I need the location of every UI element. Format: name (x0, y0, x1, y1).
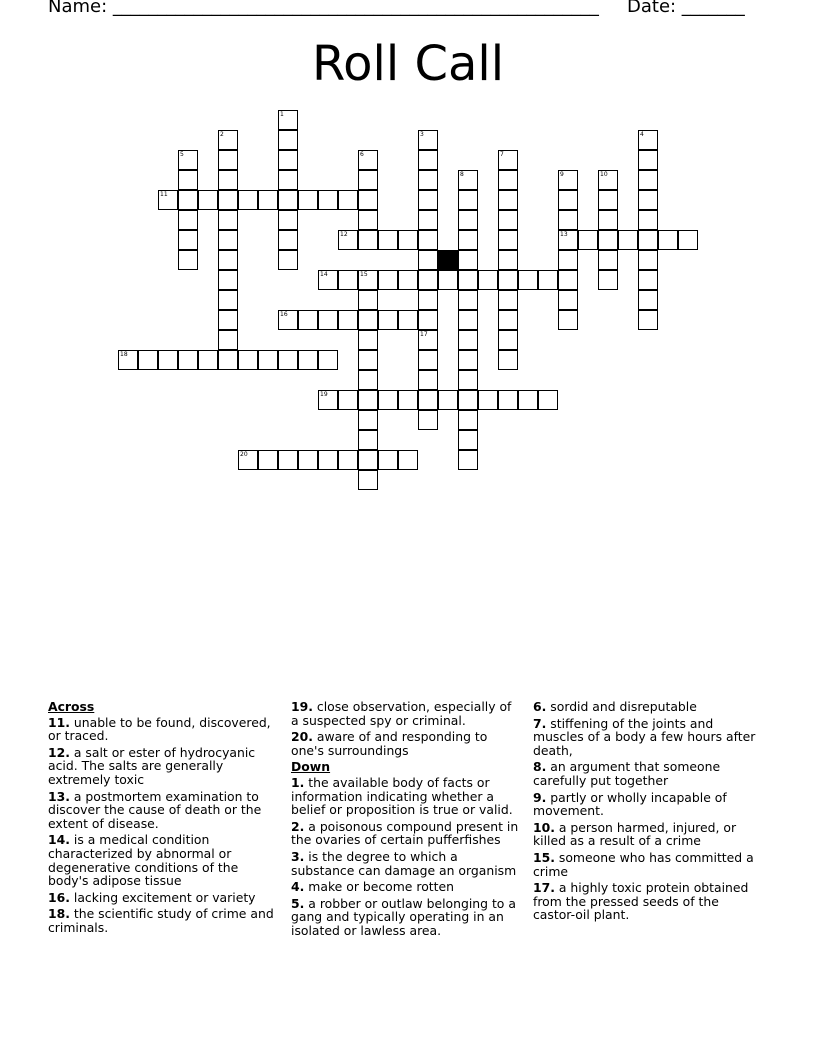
crossword-cell[interactable] (538, 390, 558, 410)
crossword-cell[interactable] (418, 170, 438, 190)
crossword-cell[interactable] (458, 370, 478, 390)
crossword-cell[interactable] (398, 390, 418, 410)
crossword-cell[interactable] (678, 230, 698, 250)
clue-section-heading: Down (291, 759, 331, 775)
crossword-cell[interactable] (358, 170, 378, 190)
crossword-cell[interactable] (458, 430, 478, 450)
clue-number-label: 5. (291, 895, 305, 911)
clue-number-label: 7. (533, 715, 547, 731)
clue-text: is the degree to which a substance can damage an organism (291, 848, 517, 878)
crossword-cell[interactable] (518, 270, 538, 290)
crossword-cell[interactable] (498, 390, 518, 410)
clue-number: 10 (600, 171, 608, 178)
crossword-cell[interactable] (498, 170, 518, 190)
crossword-cell[interactable] (218, 310, 238, 330)
clue-text: an argument that someone carefully put together (533, 759, 721, 788)
crossword-cell[interactable] (278, 350, 298, 370)
crossword-cell[interactable] (638, 250, 658, 270)
clue-text: lacking excitement or variety (69, 889, 256, 905)
clue-text: stiffening of the joints and muscles of a body a few hours after death, (533, 715, 756, 758)
clue-number: 1 (280, 111, 284, 118)
crossword-cell[interactable] (558, 310, 578, 330)
clue-number-label: 6. (533, 699, 547, 714)
clue-text: someone who has committed a crime (533, 849, 754, 879)
crossword-cell[interactable] (198, 190, 218, 210)
crossword-cell[interactable] (458, 190, 478, 210)
clue-number: 14 (320, 271, 328, 278)
crossword-cell[interactable] (278, 230, 298, 250)
clue-text: a poisonous compound present in the ovaries of certain pufferfishes (291, 818, 519, 848)
clue-column-1 (48, 700, 280, 938)
crossword-cell[interactable] (378, 450, 398, 470)
crossword-cell[interactable] (598, 270, 618, 290)
clue-number: 4 (640, 131, 644, 138)
crossword-cell[interactable] (538, 270, 558, 290)
clue-number: 3 (420, 131, 424, 138)
clue-number-label: 20. (291, 729, 313, 745)
clue-text: partly or wholly incapable of movement. (533, 789, 727, 819)
clue-number: 8 (460, 171, 464, 178)
date-field-label[interactable]: Date: _______ (627, 0, 745, 17)
crossword-cell[interactable] (398, 310, 418, 330)
crossword-cell[interactable] (418, 130, 438, 150)
clue-number: 5 (180, 151, 184, 158)
crossword-cell[interactable] (338, 270, 358, 290)
crossword-cell[interactable] (418, 370, 438, 390)
crossword-cell[interactable] (498, 250, 518, 270)
crossword-cell[interactable] (458, 350, 478, 370)
clue-number-label: 15. (533, 849, 555, 865)
crossword-cell[interactable] (218, 210, 238, 230)
clue-number-label: 17. (533, 880, 555, 896)
crossword-cell[interactable] (558, 250, 578, 270)
crossword-cell[interactable] (318, 310, 338, 330)
clue-text: the available body of facts or information indicating whether a belief or proposition is true or valid. (291, 774, 513, 818)
clue-number-label: 13. (48, 788, 70, 804)
page-title: Roll Call (311, 36, 505, 92)
crossword-cell[interactable] (498, 150, 518, 170)
crossword-cell[interactable] (558, 290, 578, 310)
crossword-cell[interactable] (218, 330, 238, 350)
clue-number-label: 18. (48, 906, 70, 922)
clue-item (533, 760, 761, 787)
crossword-cell[interactable] (358, 430, 378, 450)
crossword-cell[interactable] (418, 210, 438, 230)
clue-text: aware of and responding to one's surroundings (291, 729, 488, 758)
clue-number: 11 (160, 191, 168, 198)
crossword-cell[interactable] (598, 210, 618, 230)
crossword-cell[interactable] (458, 230, 478, 250)
crossword-cell[interactable] (478, 390, 498, 410)
crossword-cell[interactable] (478, 270, 498, 290)
clue-item (48, 716, 280, 743)
crossword-cell[interactable] (358, 150, 378, 170)
clue-number-label: 10. (533, 819, 555, 835)
name-field-label[interactable]: Name: ______________________________________________________ (48, 0, 599, 17)
crossword-cell[interactable] (278, 170, 298, 190)
crossword-cell[interactable] (218, 150, 238, 170)
clue-item (291, 776, 519, 817)
crossword-cell[interactable] (278, 250, 298, 270)
clue-text: a person harmed, injured, or killed as a result of a crime (533, 819, 737, 849)
crossword-cell[interactable] (158, 350, 178, 370)
clue-number-label: 11. (48, 714, 70, 730)
clue-number: 16 (280, 311, 288, 318)
clue-text: a robber or outlaw belonging to a gang and typically operating in an isolated or lawless area. (291, 895, 516, 938)
clue-number: 2 (220, 131, 224, 138)
clue-number: 19 (320, 391, 328, 398)
crossword-cell[interactable] (438, 270, 458, 290)
crossword-cell[interactable] (178, 250, 198, 270)
crossword-cell[interactable] (118, 350, 138, 370)
crossword-cell[interactable] (398, 230, 418, 250)
crossword-cell[interactable] (258, 190, 278, 210)
crossword-cell[interactable] (598, 190, 618, 210)
clue-item (48, 907, 280, 934)
clue-number-label: 14. (48, 832, 70, 848)
crossword-cell[interactable] (558, 190, 578, 210)
crossword-cell[interactable] (358, 230, 378, 250)
crossword-cell[interactable] (358, 410, 378, 430)
crossword-cell[interactable] (218, 350, 238, 370)
clue-item (291, 880, 519, 894)
crossword-cell[interactable] (638, 270, 658, 290)
clue-column-3 (533, 700, 761, 925)
crossword-cell[interactable] (418, 350, 438, 370)
crossword-cell[interactable] (498, 310, 518, 330)
clue-number: 12 (340, 231, 348, 238)
clue-item (291, 730, 519, 757)
crossword-cell[interactable] (318, 270, 338, 290)
crossword-cell[interactable] (578, 230, 598, 250)
crossword-cell[interactable] (518, 390, 538, 410)
crossword-cell[interactable] (418, 150, 438, 170)
crossword-cell[interactable] (338, 230, 358, 250)
crossword-cell[interactable] (498, 190, 518, 210)
crossword-cell[interactable] (418, 230, 438, 250)
crossword-cell[interactable] (278, 190, 298, 210)
crossword-cell[interactable] (598, 170, 618, 190)
clue-column-2 (291, 700, 519, 941)
crossword-cell[interactable] (358, 370, 378, 390)
crossword-cell[interactable] (358, 450, 378, 470)
crossword-cell[interactable] (638, 230, 658, 250)
crossword-cell[interactable] (558, 270, 578, 290)
crossword-cell[interactable] (378, 270, 398, 290)
crossword-cell[interactable] (498, 290, 518, 310)
crossword-cell[interactable] (138, 350, 158, 370)
crossword-cell[interactable] (458, 450, 478, 470)
crossword-cell[interactable] (278, 450, 298, 470)
clue-number-label: 3. (291, 848, 305, 864)
crossword-cell[interactable] (338, 450, 358, 470)
crossword-cell[interactable] (218, 270, 238, 290)
crossword-cell[interactable] (318, 390, 338, 410)
clue-number: 17 (420, 331, 428, 338)
clue-text: sordid and disreputable (546, 699, 697, 714)
crossword-cell[interactable] (378, 310, 398, 330)
crossword-cell[interactable] (498, 350, 518, 370)
crossword-cell[interactable] (638, 310, 658, 330)
crossword-cell[interactable] (218, 130, 238, 150)
crossword-black-cell (438, 250, 458, 270)
clue-number-label: 19. (291, 699, 313, 714)
clue-number-label: 9. (533, 789, 547, 805)
clue-item (533, 851, 761, 878)
crossword-cell[interactable] (338, 190, 358, 210)
crossword-cell[interactable] (218, 170, 238, 190)
clue-text: close observation, especially of a suspected spy or criminal. (291, 699, 512, 728)
crossword-grid (0, 0, 816, 520)
clue-text: unable to be found, discovered, or traced. (48, 714, 271, 744)
clue-item (533, 700, 761, 714)
clue-number-label: 4. (291, 879, 305, 895)
crossword-cell[interactable] (358, 390, 378, 410)
clue-number-label: 16. (48, 889, 70, 905)
crossword-cell[interactable] (458, 310, 478, 330)
clue-number: 7 (500, 151, 504, 158)
clue-item (48, 833, 280, 887)
clue-number: 20 (240, 451, 248, 458)
crossword-cell[interactable] (258, 450, 278, 470)
crossword-cell[interactable] (598, 250, 618, 270)
crossword-cell[interactable] (638, 170, 658, 190)
crossword-cell[interactable] (178, 190, 198, 210)
crossword-cell[interactable] (598, 230, 618, 250)
crossword-cell[interactable] (218, 190, 238, 210)
clue-item (291, 820, 519, 847)
crossword-cell[interactable] (458, 250, 478, 270)
crossword-cell[interactable] (638, 130, 658, 150)
crossword-cell[interactable] (398, 450, 418, 470)
crossword-cell[interactable] (458, 390, 478, 410)
crossword-cell[interactable] (418, 290, 438, 310)
crossword-cell[interactable] (178, 150, 198, 170)
crossword-cell[interactable] (378, 230, 398, 250)
crossword-cell[interactable] (358, 310, 378, 330)
clue-number-label: 12. (48, 744, 70, 760)
crossword-cell[interactable] (238, 450, 258, 470)
crossword-cell[interactable] (278, 130, 298, 150)
clue-text: is a medical condition characterized by abnormal or degenerative conditions of the body's adipose tissue (48, 832, 239, 889)
crossword-cell[interactable] (418, 250, 438, 270)
clue-number: 18 (120, 351, 128, 358)
crossword-cell[interactable] (298, 190, 318, 210)
crossword-cell[interactable] (238, 190, 258, 210)
crossword-cell[interactable] (318, 450, 338, 470)
clue-number: 13 (560, 231, 568, 238)
crossword-cell[interactable] (178, 230, 198, 250)
crossword-cell[interactable] (558, 170, 578, 190)
crossword-cell[interactable] (198, 350, 218, 370)
crossword-cell[interactable] (318, 190, 338, 210)
clue-item (48, 891, 280, 905)
clue-number: 15 (360, 271, 368, 278)
clue-text: a postmortem examination to discover the cause of death or the extent of disease. (48, 788, 262, 831)
crossword-cell[interactable] (458, 170, 478, 190)
clue-number: 6 (360, 151, 364, 158)
crossword-cell[interactable] (418, 270, 438, 290)
crossword-cell[interactable] (658, 230, 678, 250)
crossword-cell[interactable] (498, 330, 518, 350)
crossword-cell[interactable] (418, 310, 438, 330)
crossword-cell[interactable] (498, 230, 518, 250)
crossword-cell[interactable] (278, 150, 298, 170)
clue-text: a highly toxic protein obtained from the pressed seeds of the castor-oil plant. (533, 880, 749, 923)
crossword-cell[interactable] (358, 350, 378, 370)
crossword-cell[interactable] (278, 110, 298, 130)
crossword-cell[interactable] (498, 210, 518, 230)
crossword-cell[interactable] (258, 350, 278, 370)
crossword-cell[interactable] (458, 210, 478, 230)
crossword-cell[interactable] (498, 270, 518, 290)
crossword-cell[interactable] (458, 290, 478, 310)
crossword-cell[interactable] (358, 290, 378, 310)
clue-item (291, 850, 519, 877)
clue-text: a salt or ester of hydrocyanic acid. The salts are generally extremely toxic (48, 744, 256, 787)
clue-number-label: 8. (533, 759, 547, 775)
clue-item (48, 746, 280, 787)
crossword-cell[interactable] (298, 450, 318, 470)
crossword-cell[interactable] (358, 470, 378, 490)
crossword-cell[interactable] (438, 390, 458, 410)
clue-item (291, 897, 519, 938)
clue-item (291, 700, 519, 727)
crossword-cell[interactable] (298, 310, 318, 330)
crossword-cell[interactable] (618, 230, 638, 250)
crossword-cell[interactable] (358, 210, 378, 230)
crossword-cell[interactable] (638, 150, 658, 170)
clue-number-label: 2. (291, 818, 305, 834)
crossword-cell[interactable] (418, 190, 438, 210)
clue-text: make or become rotten (304, 879, 454, 895)
clue-item (533, 717, 761, 758)
crossword-cell[interactable] (338, 390, 358, 410)
crossword-cell[interactable] (178, 210, 198, 230)
crossword-cell[interactable] (458, 410, 478, 430)
crossword-cell[interactable] (278, 210, 298, 230)
crossword-cell[interactable] (238, 350, 258, 370)
crossword-cell[interactable] (358, 190, 378, 210)
crossword-cell[interactable] (558, 230, 578, 250)
crossword-cell[interactable] (218, 290, 238, 310)
crossword-cell[interactable] (458, 330, 478, 350)
clue-item (533, 821, 761, 848)
crossword-cell[interactable] (558, 210, 578, 230)
crossword-cell[interactable] (418, 330, 438, 350)
crossword-cell[interactable] (178, 170, 198, 190)
crossword-cell[interactable] (638, 210, 658, 230)
crossword-cell[interactable] (358, 330, 378, 350)
crossword-cell[interactable] (318, 350, 338, 370)
crossword-cell[interactable] (218, 230, 238, 250)
clue-number: 9 (560, 171, 564, 178)
crossword-cell[interactable] (638, 290, 658, 310)
crossword-cell[interactable] (458, 270, 478, 290)
crossword-cell[interactable] (418, 390, 438, 410)
crossword-cell[interactable] (158, 190, 178, 210)
crossword-cell[interactable] (378, 390, 398, 410)
clue-item (533, 881, 761, 922)
clue-section-heading: Across (48, 699, 95, 714)
crossword-cell[interactable] (298, 350, 318, 370)
clue-text: the scientific study of crime and criminals. (48, 906, 274, 935)
clue-item (533, 791, 761, 818)
crossword-cell[interactable] (278, 310, 298, 330)
clue-number-label: 1. (291, 774, 305, 790)
crossword-cell[interactable] (338, 310, 358, 330)
crossword-cell[interactable] (178, 350, 198, 370)
crossword-cell[interactable] (358, 270, 378, 290)
clue-item (48, 790, 280, 831)
crossword-cell[interactable] (638, 190, 658, 210)
crossword-cell[interactable] (398, 270, 418, 290)
crossword-cell[interactable] (218, 250, 238, 270)
crossword-cell[interactable] (418, 410, 438, 430)
